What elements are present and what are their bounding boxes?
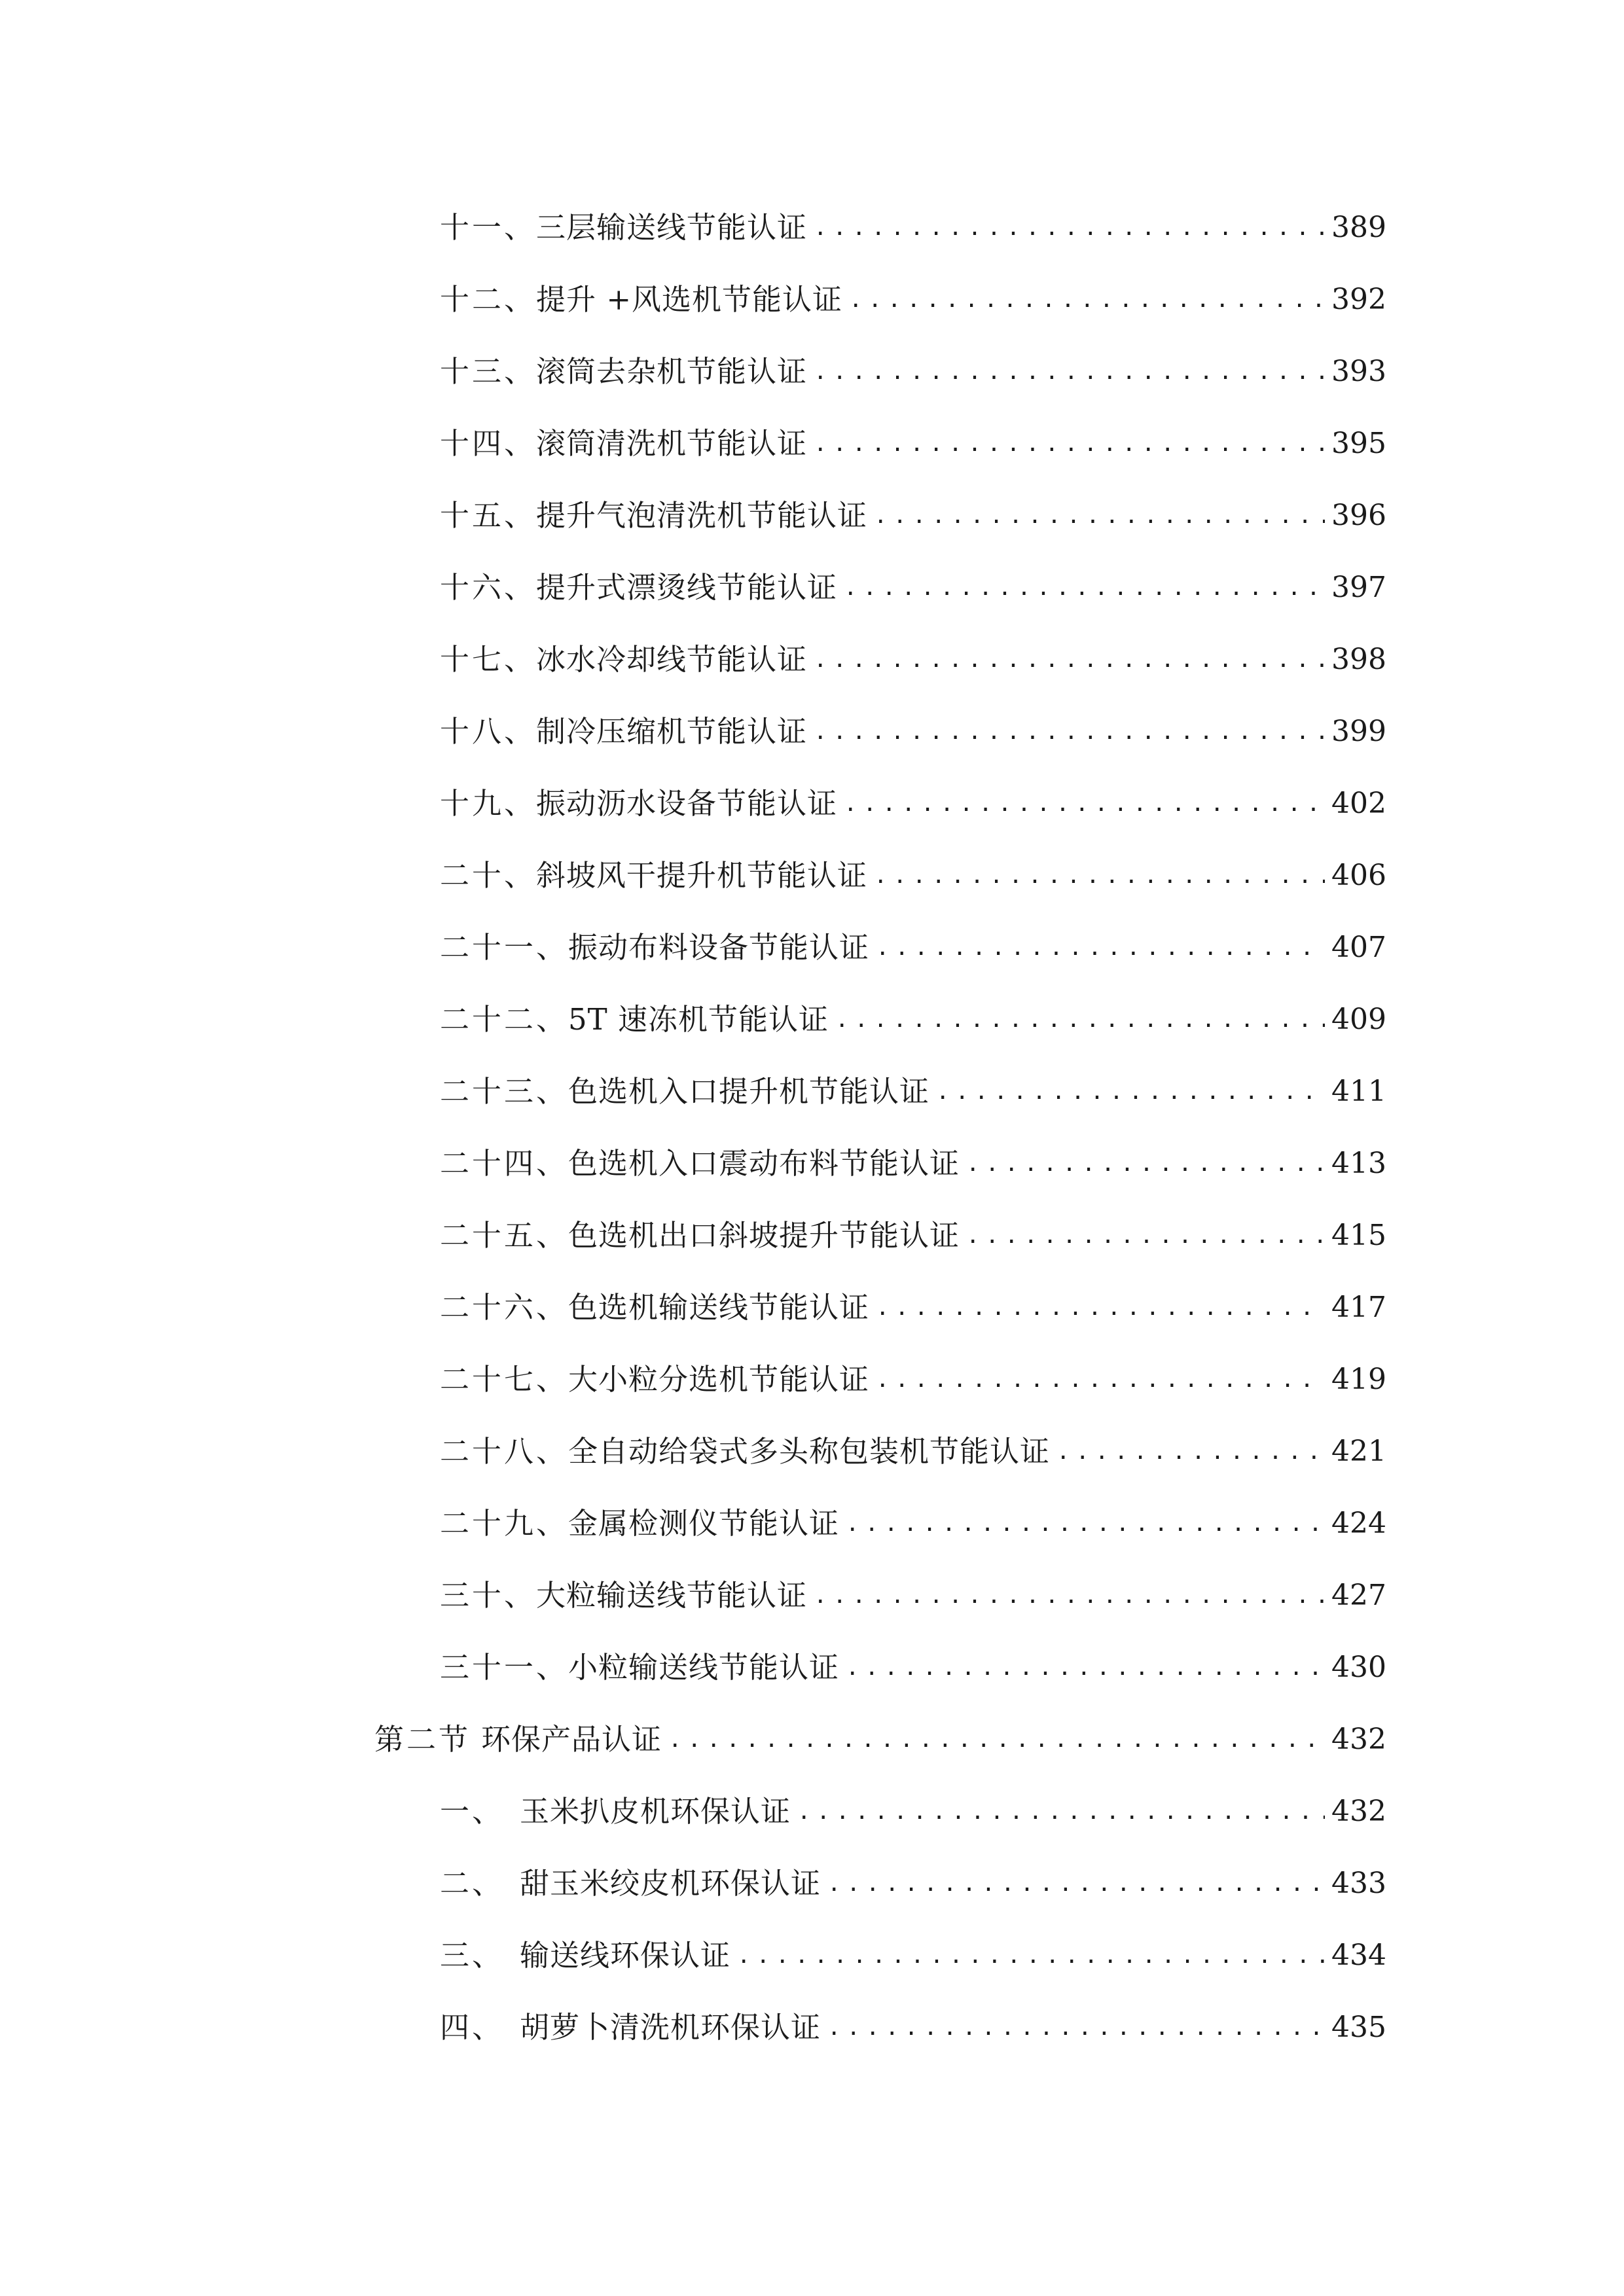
toc-entry-title: 金属检测仪节能认证 xyxy=(568,1506,840,1541)
toc-entry-number: 十八、 xyxy=(440,714,537,749)
toc-entry-page: 402 xyxy=(1331,787,1386,820)
toc-leader-dots xyxy=(849,274,1325,326)
toc-entry-number: 二十九、 xyxy=(440,1506,569,1541)
toc-entry-number: 三、 xyxy=(440,1938,505,1973)
toc-entry-number: 二十四、 xyxy=(440,1146,569,1181)
toc-entry-number: 二十二、 xyxy=(440,1002,569,1037)
toc-entry-page: 424 xyxy=(1331,1507,1386,1540)
toc-leader-dots xyxy=(814,418,1325,470)
toc-leader-dots xyxy=(827,2001,1325,2054)
toc-section-heading[interactable] xyxy=(374,1713,1384,1766)
toc-entry-title: 斜坡风干提升机节能认证 xyxy=(536,858,868,893)
toc-leader-dots xyxy=(827,1857,1325,1910)
toc-entry-number: 二十八、 xyxy=(440,1434,569,1469)
toc-entry-number: 一、 xyxy=(440,1794,505,1829)
toc-entry[interactable] xyxy=(440,202,1384,254)
toc-entry-number: 十七、 xyxy=(440,642,537,677)
toc-entry-number: 十二、 xyxy=(440,282,537,317)
toc-entry-number: 十六、 xyxy=(440,570,537,605)
toc-leader-dots xyxy=(814,706,1325,758)
toc-entry-title: 三层输送线节能认证 xyxy=(536,210,808,245)
toc-entry[interactable] xyxy=(440,418,1384,470)
toc-entry-number: 二十五、 xyxy=(440,1218,569,1253)
toc-entry-page: 399 xyxy=(1331,715,1386,748)
toc-entry-title: 色选机入口提升机节能认证 xyxy=(568,1074,930,1109)
toc-entry-title: 滚筒清洗机节能认证 xyxy=(536,426,808,461)
toc-entry-page: 395 xyxy=(1331,427,1386,460)
toc-leader-dots xyxy=(797,1785,1325,1838)
toc-entry-title: 色选机入口震动布料节能认证 xyxy=(568,1146,960,1181)
toc-entry-number: 二、 xyxy=(440,1866,505,1901)
toc-entry-title: 小粒输送线节能认证 xyxy=(568,1650,840,1685)
toc-entry-number: 十九、 xyxy=(440,786,537,821)
toc-entry[interactable] xyxy=(440,922,1384,974)
toc-leader-dots xyxy=(876,922,1325,974)
toc-entry-title: 色选机出口斜坡提升节能认证 xyxy=(568,1218,960,1253)
toc-entry-title: 输送线环保认证 xyxy=(520,1938,731,1973)
toc-entry[interactable] xyxy=(440,1929,1384,1982)
toc-entry-page: 393 xyxy=(1331,355,1386,388)
toc-leader-dots xyxy=(844,562,1325,614)
toc-entry-page: 406 xyxy=(1331,859,1386,892)
toc-entry[interactable] xyxy=(440,1498,1384,1550)
toc-entry[interactable] xyxy=(440,1426,1384,1478)
toc-entry[interactable] xyxy=(440,1282,1384,1334)
toc-entry[interactable] xyxy=(440,490,1384,542)
toc-entry-number: 二十一、 xyxy=(440,930,569,965)
toc-entry[interactable] xyxy=(440,1066,1384,1118)
toc-entry-page: 396 xyxy=(1331,499,1386,532)
toc-entry-page: 407 xyxy=(1331,931,1386,964)
toc-entry[interactable] xyxy=(440,1354,1384,1406)
toc-entry-title: 振动布料设备节能认证 xyxy=(568,930,870,965)
toc-entry-number: 十三、 xyxy=(440,354,537,389)
toc-leader-dots xyxy=(737,1929,1325,1982)
toc-entry-page: 398 xyxy=(1331,643,1386,676)
toc-entry[interactable] xyxy=(440,562,1384,614)
toc-leader-dots xyxy=(874,850,1325,902)
toc-entry-title: 大粒输送线节能认证 xyxy=(536,1578,808,1613)
toc-entry-page: 432 xyxy=(1331,1795,1386,1828)
toc-leader-dots xyxy=(846,1498,1325,1550)
toc-entry-title: 滚筒去杂机节能认证 xyxy=(536,354,808,389)
toc-entry-page: 413 xyxy=(1331,1147,1386,1180)
toc-entry-title: 提升 +风选机节能认证 xyxy=(536,282,843,317)
toc-entry-number: 十五、 xyxy=(440,498,537,533)
toc-entry-page: 392 xyxy=(1331,283,1386,316)
toc-entry-number: 第二节 xyxy=(374,1722,471,1757)
toc-entry[interactable] xyxy=(440,1785,1384,1838)
toc-entry-page: 389 xyxy=(1331,211,1386,244)
toc-leader-dots xyxy=(668,1713,1325,1766)
toc-entry-title: 玉米扒皮机环保认证 xyxy=(520,1794,791,1829)
toc-entry-page: 432 xyxy=(1331,1723,1386,1756)
toc-leader-dots xyxy=(814,202,1325,254)
toc-entry[interactable] xyxy=(440,1570,1384,1622)
toc-entry[interactable] xyxy=(440,1138,1384,1190)
toc-entry-number: 二十六、 xyxy=(440,1290,569,1325)
toc-entry-title: 提升式漂烫线节能认证 xyxy=(536,570,838,605)
toc-leader-dots xyxy=(814,346,1325,398)
toc-entry-number: 二十七、 xyxy=(440,1362,569,1397)
toc-entry[interactable] xyxy=(440,346,1384,398)
toc-entry-number: 二十、 xyxy=(440,858,537,893)
toc-entry-title: 全自动给袋式多头称包装机节能认证 xyxy=(568,1434,1051,1469)
toc-entry-page: 434 xyxy=(1331,1939,1386,1972)
toc-entry-title: 大小粒分选机节能认证 xyxy=(568,1362,870,1397)
toc-entry[interactable] xyxy=(440,1857,1384,1910)
toc-entry-title: 色选机输送线节能认证 xyxy=(568,1290,870,1325)
toc-leader-dots xyxy=(876,1282,1325,1334)
toc-entry-page: 397 xyxy=(1331,571,1386,604)
toc-entry[interactable] xyxy=(440,1210,1384,1262)
toc-entry[interactable] xyxy=(440,2001,1384,2054)
toc-entry-number: 三十、 xyxy=(440,1578,537,1613)
toc-entry-page: 435 xyxy=(1331,2011,1386,2044)
toc-entry-number: 三十一、 xyxy=(440,1650,569,1685)
toc-leader-dots xyxy=(1056,1426,1325,1478)
toc-entry-number: 四、 xyxy=(440,2010,505,2045)
toc-entry-title: 5T 速冻机节能认证 xyxy=(568,1002,829,1037)
toc-entry-title: 振动沥水设备节能认证 xyxy=(536,786,838,821)
toc-entry-page: 430 xyxy=(1331,1651,1386,1684)
toc-leader-dots xyxy=(844,778,1325,830)
toc-entry-number: 十一、 xyxy=(440,210,537,245)
toc-entry[interactable] xyxy=(440,274,1384,326)
toc-entry-title: 胡萝卜清洗机环保认证 xyxy=(520,2010,821,2045)
toc-entry[interactable] xyxy=(440,778,1384,830)
toc-leader-dots xyxy=(874,490,1325,542)
toc-entry-page: 415 xyxy=(1331,1219,1386,1252)
toc-entry[interactable] xyxy=(440,1641,1384,1694)
toc-leader-dots xyxy=(814,1570,1325,1622)
toc-entry-page: 433 xyxy=(1331,1867,1386,1900)
toc-leader-dots xyxy=(876,1354,1325,1406)
toc-leader-dots xyxy=(814,634,1325,686)
toc-entry-title: 甜玉米绞皮机环保认证 xyxy=(520,1866,821,1901)
toc-entry[interactable] xyxy=(440,850,1384,902)
toc-entry[interactable] xyxy=(440,994,1384,1046)
toc-leader-dots xyxy=(966,1210,1325,1262)
toc-entry-number: 二十三、 xyxy=(440,1074,569,1109)
toc-entry-page: 421 xyxy=(1331,1435,1386,1468)
toc-leader-dots xyxy=(835,994,1325,1046)
toc-entry-number: 十四、 xyxy=(440,426,537,461)
toc-leader-dots xyxy=(966,1138,1325,1190)
toc-entry-page: 419 xyxy=(1331,1363,1386,1396)
toc-entry-page: 427 xyxy=(1331,1579,1386,1612)
toc-entry-title: 冰水冷却线节能认证 xyxy=(536,642,808,677)
toc-entry-title: 环保产品认证 xyxy=(481,1722,662,1757)
toc-leader-dots xyxy=(846,1641,1325,1694)
toc-entry-title: 制冷压缩机节能认证 xyxy=(536,714,808,749)
toc-entry[interactable] xyxy=(440,706,1384,758)
toc-entry-page: 411 xyxy=(1331,1075,1386,1108)
toc-leader-dots xyxy=(936,1066,1325,1118)
toc-entry[interactable] xyxy=(440,634,1384,686)
toc-entry-title: 提升气泡清洗机节能认证 xyxy=(536,498,868,533)
toc-entry-page: 417 xyxy=(1331,1291,1386,1324)
toc-entry-page: 409 xyxy=(1331,1003,1386,1036)
